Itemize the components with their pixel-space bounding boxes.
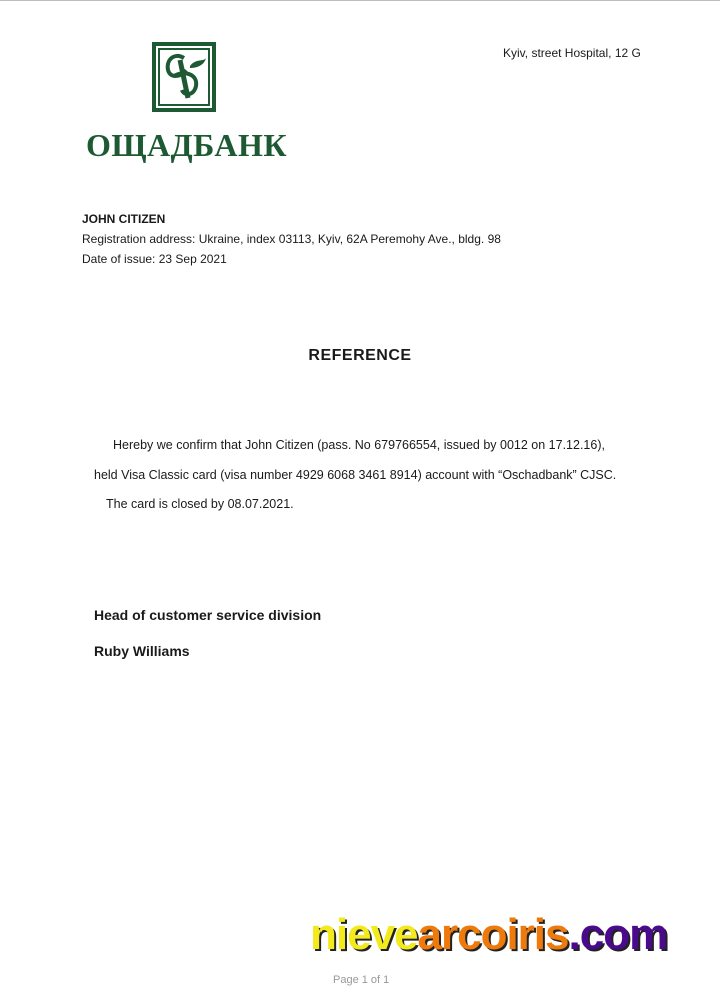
body-line-1: Hereby we confirm that John Citizen (pass. No 679766554, issued by 0012 on 17.12.16), — [113, 438, 605, 452]
watermark-part-1: nieve — [310, 910, 418, 959]
bank-name: ОЩАДБАНК — [86, 127, 288, 163]
branch-address: Kyiv, street Hospital, 12 G — [503, 46, 641, 60]
page-number: Page 1 of 1 — [333, 974, 390, 986]
body-line-2: held Visa Classic card (visa number 4929 6068 3461 8914) account with “Oschadbank” CJSC. — [94, 468, 617, 482]
body-line-3: The card is closed by 08.07.2021. — [106, 497, 294, 511]
registration-address: Registration address: Ukraine, index 03113, Kyiv, 62A Peremohy Ave., bldg. 98 — [82, 232, 501, 246]
watermark-part-2: arcoiris — [417, 910, 569, 959]
watermark — [310, 909, 667, 961]
watermark-part-3: .com — [568, 910, 668, 959]
document-title: REFERENCE — [308, 347, 412, 364]
recipient-name: JOHN CITIZEN — [82, 212, 166, 226]
bank-logo-emblem — [150, 40, 218, 114]
signatory-name: Ruby Williams — [94, 643, 190, 659]
signatory-position: Head of customer service division — [94, 607, 322, 623]
date-of-issue: Date of issue: 23 Sep 2021 — [82, 252, 227, 266]
